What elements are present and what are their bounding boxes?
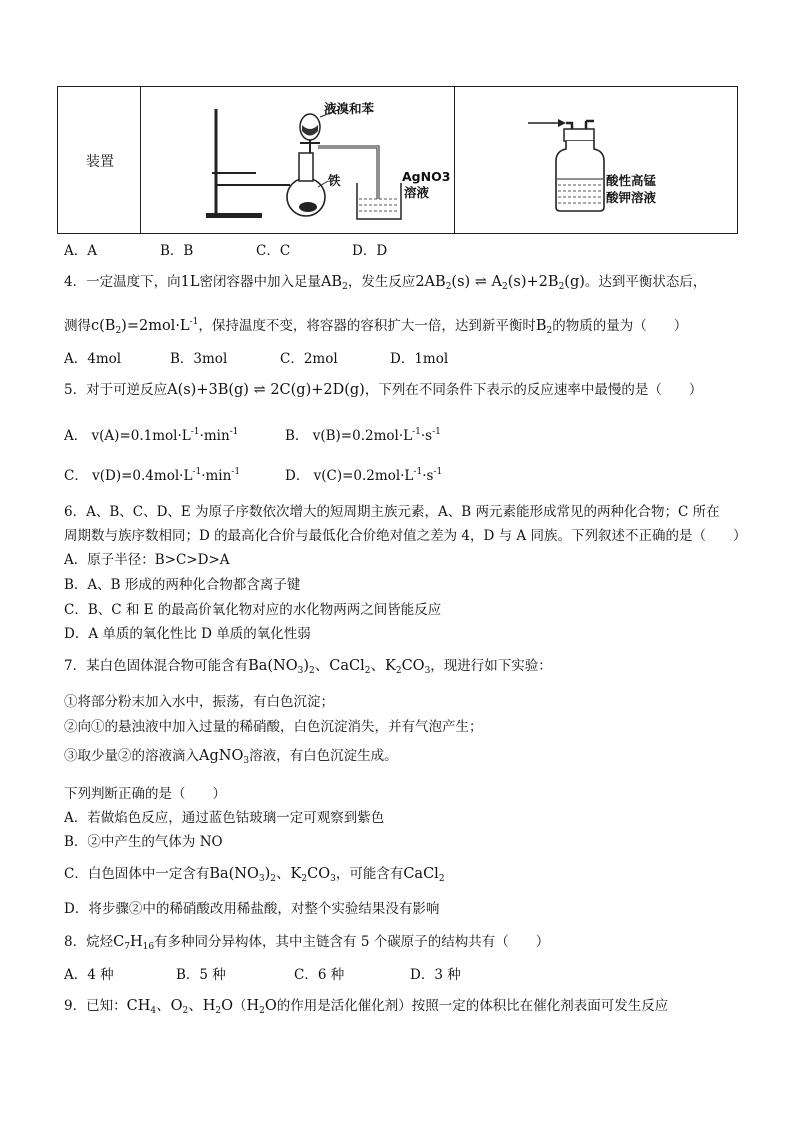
q4-option-c: C．2mol [280, 351, 338, 367]
q7-option-b: B．②中产生的气体为 NO [64, 834, 223, 850]
label-acidic-permanganate-1: 酸性高锰 [606, 173, 657, 188]
q6-option-a: A．原子半径：B>C>D>A [64, 552, 230, 568]
q6-stem-line1: 6．A、B、C、D、E 为原子序数依次增大的短周期主族元素，A、B 两元素能形成常见的两种化合物；C 所在 [64, 504, 720, 520]
q4-option-b: B．3mol [170, 351, 228, 367]
bromobenzene-apparatus-figure [140, 87, 454, 233]
q4-stem-line1: 4．一定温度下，向1L密闭容器中加入足量$AB_2$，发生反应$2AB_2(s)$ ⇌ $A_2(s)+2B_2(g)$。达到平衡状态后， [64, 274, 707, 292]
stand-base [206, 213, 262, 218]
q5-option-b: B． $v(B)=0.2mol\cdot L^{-1}\cdot s^{-1}$ [285, 427, 441, 444]
row-label: 装置 [86, 154, 114, 170]
label-acidic-permanganate-2: 酸钾溶液 [606, 190, 657, 205]
q8-stem: 8．烷烃$C_7H_{16}$有多种同分异构体，其中主链含有 5 个碳原子的结构共有（ ） [64, 934, 550, 952]
table-row-label-cell [58, 87, 141, 233]
figure-cell-kmno4 [454, 87, 737, 233]
q6-option-d: D．A 单质的氧化性比 D 单质的氧化性弱 [64, 626, 311, 642]
q9-number: 9． [64, 998, 87, 1014]
q8-option-b: B．5 种 [176, 967, 226, 983]
q8-option-a: A．4 种 [64, 967, 114, 983]
apparatus-table [57, 86, 738, 234]
q3-option-a: A．A [64, 243, 97, 259]
q7-option-a: A．若做焰色反应，通过蓝色钴玻璃一定可观察到紫色 [64, 810, 385, 826]
q7-step-3: ③取少量②的溶液滴入AgNO$_3$溶液，有白色沉淀生成。 [64, 748, 398, 766]
q9-stem: 9．已知：$CH_4$、$O_2$、$H_2O(H_2O$的作用是活化催化剂）按照一定的体积比在催化剂表面可发生反应 [64, 998, 669, 1016]
q3-option-b: B．B [160, 243, 194, 259]
q6-option-c: C．B、C 和 E 的最高价氧化物对应的水化物两两之间皆能反应 [64, 602, 442, 618]
q6-stem-line2: 周期数与族序数相同；D 的最高化合价与最低化合价绝对值之差为 4，D 与 A 同族。下列叙述不正确的是（ ） [64, 528, 747, 544]
q4-number: 4． [64, 274, 87, 290]
q3-option-d: D．D [352, 243, 388, 259]
q7-judge: 下列判断正确的是（ ） [64, 786, 226, 802]
q5-stem: 5．对于可逆反应A(s)+3B(g) ⇌ 2C(g)+2D(g)，下列在不同条件下表示的反应速率中最慢的是（ ） [64, 382, 703, 398]
q7-stem: 7．某白色固体混合物可能含有$Ba(NO_3)_2$、CaCl$_2$、$K_2CO_3$，现进行如下实验： [64, 658, 552, 676]
q8-option-d: D．3 种 [410, 967, 461, 983]
q4-option-a: A．4mol [64, 351, 122, 367]
q4-stem-line2: 测得$c(B_2)=2mol\cdot L^{-1}$，保持温度不变，将容器的容积扩大一倍，达到新平衡时$B_2$的物质的量为（ ） [64, 317, 688, 336]
q7-number: 7． [64, 658, 87, 674]
q4-option-d: D．1mol [390, 351, 449, 367]
gas-washing-bottle [556, 141, 604, 211]
q5-option-a: A． $v(A)=0.1mol\cdot L^{-1}\cdot\min^{-1}$ [64, 427, 239, 444]
q5-option-d: D． $v(C)=0.2mol\cdot L^{-1}\cdot s^{-1}$ [285, 467, 443, 484]
q7-option-d: D．将步骤②中的稀硝酸改用稀盐酸，对整个实验结果没有影响 [64, 901, 440, 917]
q7-step-1: ①将部分粉末加入水中，振荡，有白色沉淀； [64, 694, 334, 710]
label-liquid-bromine-benzene: 液溴和苯 [324, 101, 375, 116]
q6-option-b: B．A、B 形成的两种化合物都含离子键 [64, 577, 301, 593]
q7-option-c: C．白色固体中一定含有$Ba(NO_3)_2$、$K_2CO_3$，可能含有CaCl$_2$ [64, 866, 445, 884]
gas-inlet-arrow-icon [558, 119, 566, 127]
q5-option-c: C． $v(D)=0.4mol\cdot L^{-1}\cdot\min^{-1}$ [64, 467, 241, 484]
q3-option-c: C．C [256, 243, 291, 259]
q5-number: 5． [64, 382, 87, 398]
gas-washing-bottle-figure [454, 87, 737, 233]
q8-number: 8． [64, 934, 87, 950]
label-iron: 铁 [328, 173, 341, 188]
q8-option-c: C．6 种 [294, 967, 345, 983]
label-solution: 溶液 [404, 185, 430, 200]
q7-step-2: ②向①的悬浊液中加入过量的稀硝酸，白色沉淀消失，并有气泡产生； [64, 719, 483, 735]
label-agno3: AgNO3 [402, 169, 451, 184]
figure-cell-bromobenzene [140, 87, 455, 233]
